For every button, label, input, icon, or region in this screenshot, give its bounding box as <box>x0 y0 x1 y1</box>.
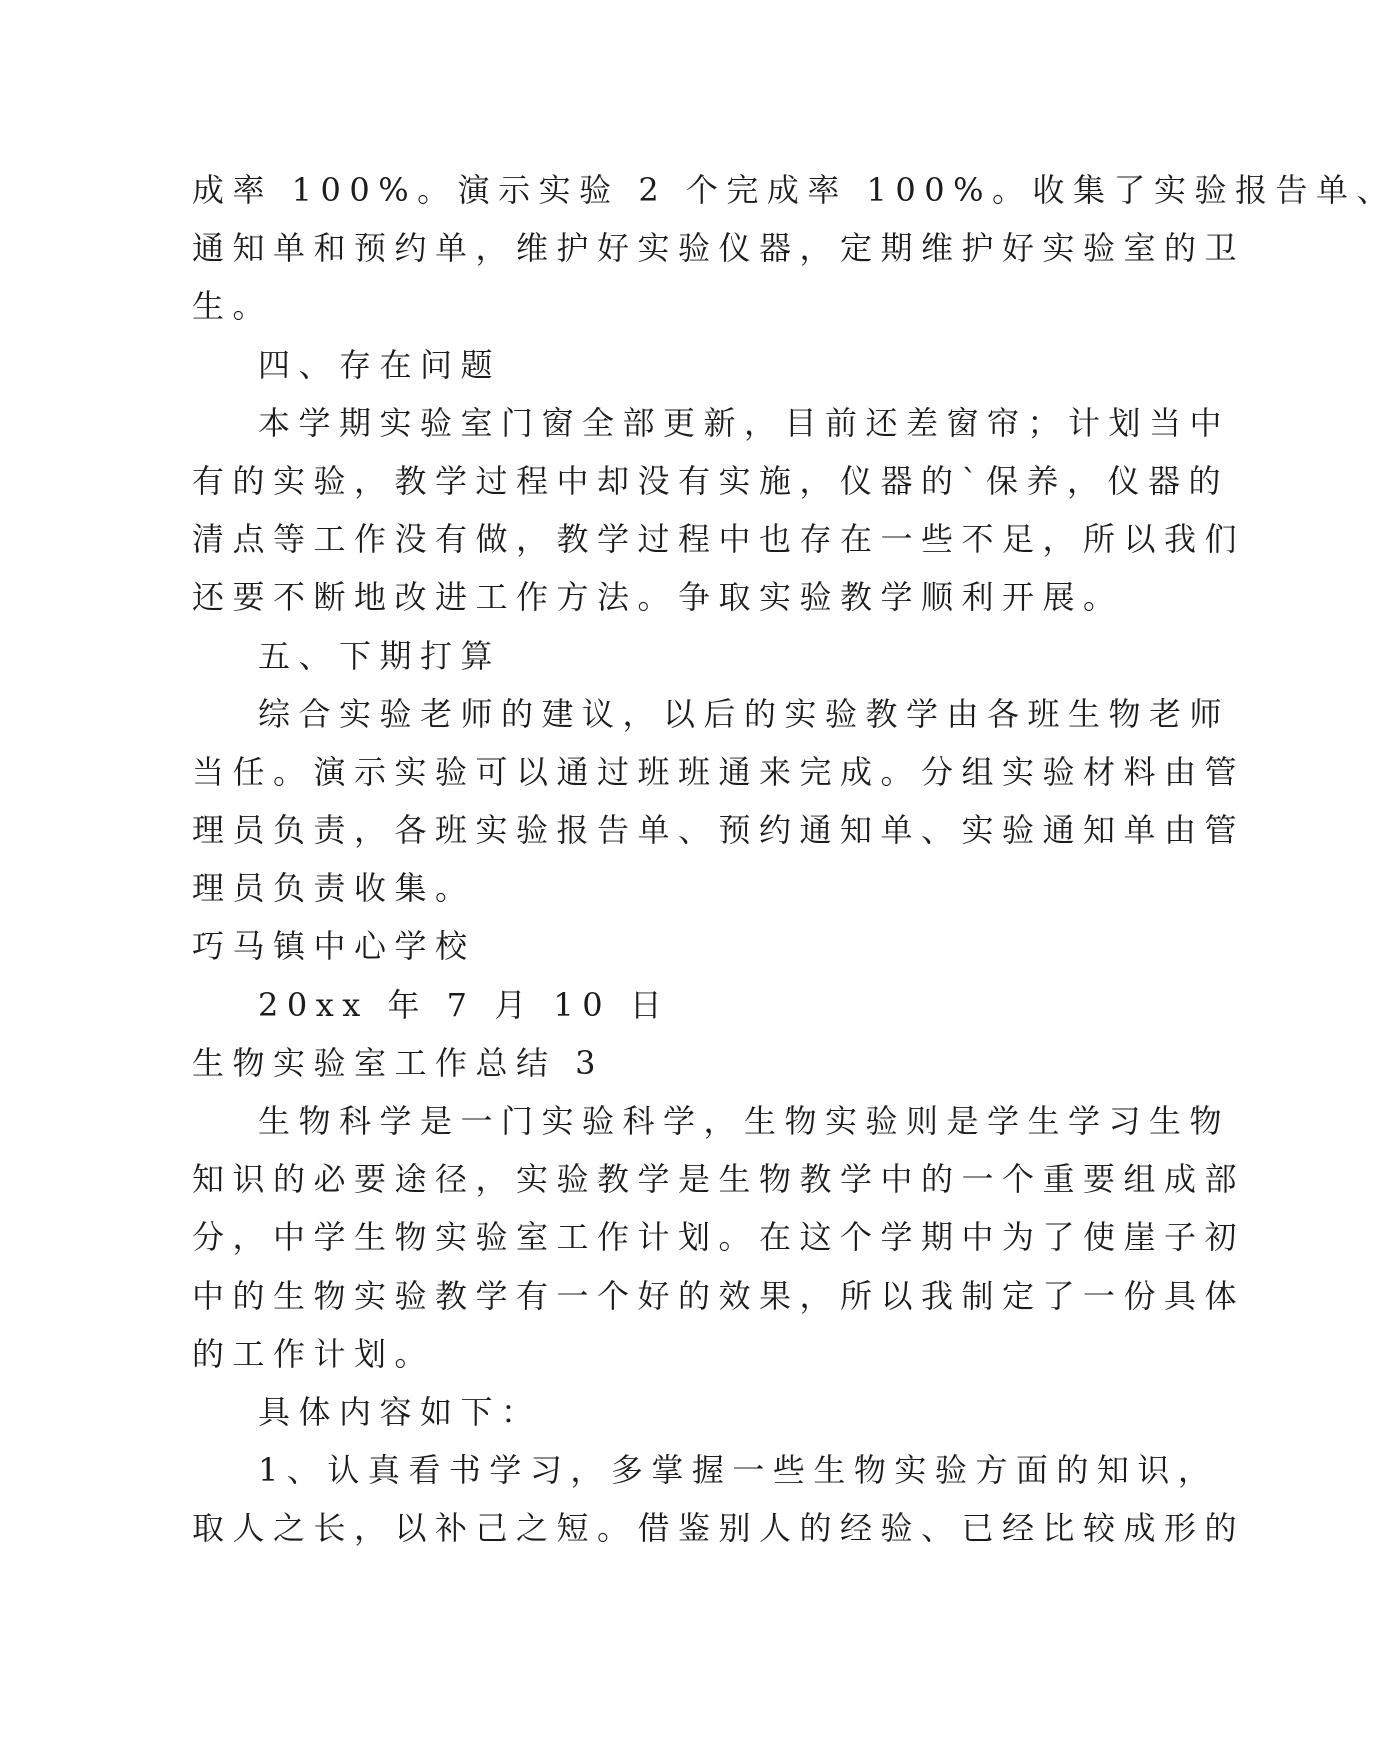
text-line: 有的实验，教学过程中却没有实施，仪器的`保养，仪器的 <box>192 461 1230 500</box>
text-line: 生。 <box>192 287 274 326</box>
text-line: 的工作计划。 <box>192 1334 436 1373</box>
text-line: 综合实验老师的建议，以后的实验教学由各班生物老师 <box>258 694 1231 733</box>
section-heading: 四、存在问题 <box>258 345 502 384</box>
text-line: 具体内容如下： <box>258 1392 542 1431</box>
text-line: 生物科学是一门实验科学，生物实验则是学生学习生物 <box>258 1102 1231 1140</box>
date-line: 20xx 年 7 月 10 日 <box>258 985 671 1024</box>
text-line: 中的生物实验教学有一个好的效果，所以我制定了一份具体 <box>192 1276 1246 1315</box>
text-line: 取人之长，以补己之短。借鉴别人的经验、已经比较成形的 <box>192 1509 1246 1548</box>
text-line: 本学期实验室门窗全部更新，目前还差窗帘；计划当中 <box>258 403 1231 442</box>
section-heading: 五、下期打算 <box>258 636 502 675</box>
document-title: 生物实验室工作总结 3 <box>192 1043 605 1082</box>
text-line: 通知单和预约单，维护好实验仪器，定期维护好实验室的卫 <box>192 229 1246 268</box>
text-line: 理员负责收集。 <box>192 869 476 908</box>
text-line: 还要不断地改进工作方法。争取实验教学顺利开展。 <box>192 578 1124 617</box>
text-line: 分，中学生物实验室工作计划。在这个学期中为了使崖子初 <box>192 1218 1246 1257</box>
list-item: 1、认真看书学习，多掌握一些生物实验方面的知识， <box>258 1451 1219 1490</box>
text-line: 当任。演示实验可以通过班班通来完成。分组实验材料由管 <box>192 752 1246 791</box>
text-line: 知识的必要途径，实验教学是生物教学中的一个重要组成部 <box>192 1160 1246 1199</box>
text-line: 理员负责，各班实验报告单、预约通知单、实验通知单由管 <box>192 811 1246 850</box>
text-line: 成率 100%。演示实验 2 个完成率 100%。收集了实验报告单、 <box>192 171 1397 209</box>
school-signature: 巧马镇中心学校 <box>192 927 476 966</box>
document-body <box>192 161 1397 1558</box>
text-line: 清点等工作没有做，教学过程中也存在一些不足，所以我们 <box>192 520 1246 559</box>
